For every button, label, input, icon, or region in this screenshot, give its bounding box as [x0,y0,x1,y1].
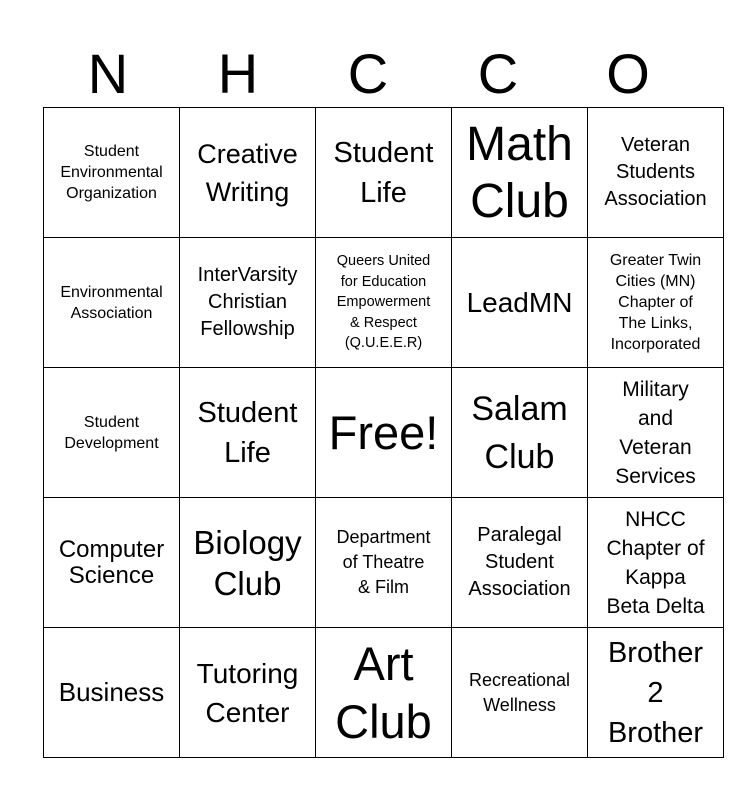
bingo-cell[interactable] [588,628,724,758]
cell-label: Student Development [64,413,159,452]
bingo-cell[interactable] [452,238,588,368]
bingo-cell[interactable] [452,498,588,628]
bingo-cell[interactable] [180,628,316,758]
bingo-cell[interactable] [316,628,452,758]
bingo-cell[interactable] [180,238,316,368]
bingo-header [43,40,693,108]
cell-label: Creative Writing [197,138,298,207]
bingo-cell[interactable] [588,108,724,238]
cell-label: LeadMN [466,287,573,318]
header-letter: N [87,42,129,105]
header-letter: C [477,42,519,105]
cell-label: Veteran Students Association [604,134,707,210]
bingo-cell[interactable] [316,108,452,238]
cell-label: Paralegal Student Association [468,524,571,600]
free-cell[interactable] [316,368,452,498]
bingo-cell[interactable] [316,238,452,368]
bingo-cell[interactable] [44,368,180,498]
header-letter: H [217,42,259,105]
cell-label: Biology Club [193,523,302,602]
bingo-cell[interactable] [44,238,180,368]
cell-label: Military and Veteran Services [615,377,696,488]
cell-label: Business [58,677,165,707]
bingo-cell[interactable] [180,368,316,498]
cell-label: Math Club [466,117,573,228]
cell-label: Art Club [335,636,432,748]
bingo-cell[interactable] [588,368,724,498]
cell-label: Salam Club [471,389,568,476]
cell-label: Tutoring Center [196,657,299,728]
cell-label: Department of Theatre & Film [336,527,431,597]
cell-label: Computer Science [58,535,165,589]
bingo-cell[interactable] [452,368,588,498]
cell-label: Greater Twin Cities (MN) Chapter of The Links, Incorporated [609,252,702,353]
bingo-cell[interactable] [44,498,180,628]
bingo-cell[interactable] [180,498,316,628]
bingo-cell[interactable] [180,108,316,238]
header-letter: C [347,42,389,105]
cell-label: Brother 2 Brother [607,636,704,749]
board-row [44,628,724,758]
bingo-cell[interactable] [44,108,180,238]
board-row [44,238,724,368]
cell-label: Free! [328,405,439,459]
bingo-cell[interactable] [452,628,588,758]
bingo-cell[interactable] [44,628,180,758]
cell-label: Student Life [197,396,298,469]
bingo-cell[interactable] [588,498,724,628]
cell-label: Recreational Wellness [468,669,571,715]
board-row [44,498,724,628]
cell-label: InterVarsity Christian Fellowship [197,264,298,340]
header-letter: O [606,42,650,105]
cell-label: Environmental Association [60,283,163,322]
cell-label: NHCC Chapter of Kappa Beta Delta [606,507,705,618]
bingo-board [43,107,724,758]
bingo-cell[interactable] [452,108,588,238]
board-row [44,108,724,238]
board-row [44,368,724,498]
cell-label: Student Environmental Organization [60,143,163,202]
cell-label: Student Life [333,136,434,209]
bingo-cell[interactable] [588,238,724,368]
bingo-cell[interactable] [316,498,452,628]
cell-label: Queers United for Education Empowerment & Respect (Q.U.E.E.R) [336,253,431,352]
